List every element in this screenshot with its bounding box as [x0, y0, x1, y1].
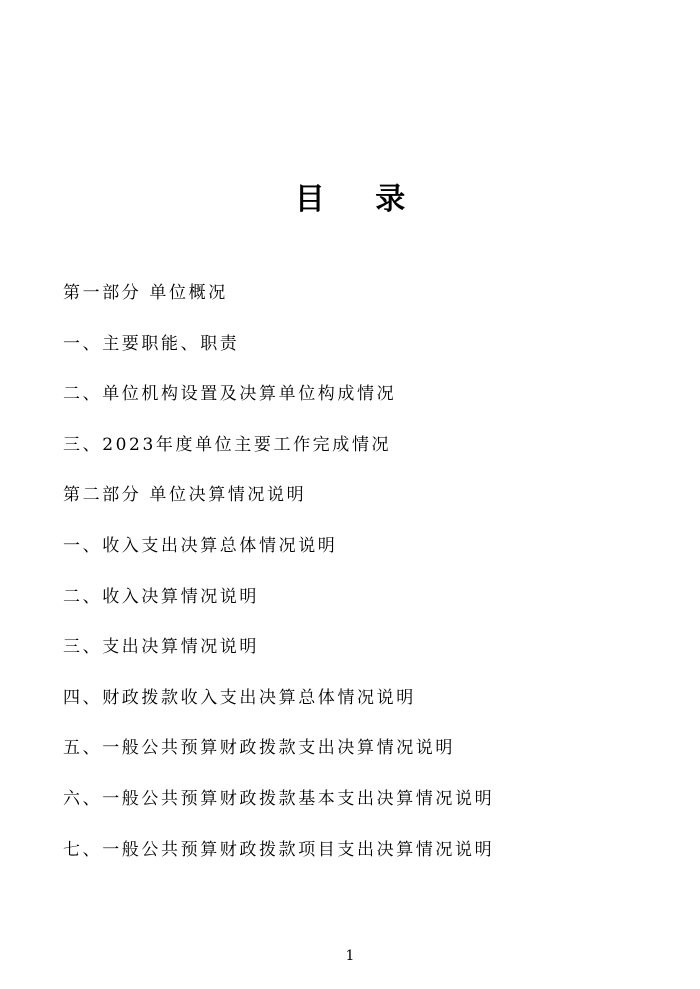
toc-item-organization: 二、单位机构设置及决算单位构成情况	[63, 384, 397, 405]
toc-item-general-budget-expenditure: 五、一般公共预算财政拨款支出决算情况说明	[63, 738, 455, 759]
toc-part-one: 第一部分 单位概况	[63, 283, 228, 303]
toc-item-income-expenditure-overview: 一、收入支出决算总体情况说明	[63, 535, 338, 556]
toc-item-general-budget-project-expenditure: 七、一般公共预算财政拨款项目支出决算情况说明	[63, 839, 495, 860]
toc-item-main-functions: 一、主要职能、职责	[63, 333, 240, 354]
page-number: 1	[345, 948, 355, 964]
table-of-contents	[63, 281, 673, 888]
toc-item-income: 二、收入决算情况说明	[63, 586, 259, 607]
page-title: 目 录	[294, 182, 426, 217]
toc-item-work-completion: 三、2023年度单位主要工作完成情况	[63, 434, 392, 455]
toc-item-general-budget-basic-expenditure: 六、一般公共预算财政拨款基本支出决算情况说明	[63, 788, 495, 809]
toc-part-two: 第二部分 单位决算情况说明	[63, 485, 307, 506]
toc-item-fiscal-allocation-overview: 四、财政拨款收入支出决算总体情况说明	[63, 687, 416, 708]
toc-item-expenditure: 三、支出决算情况说明	[63, 637, 259, 658]
